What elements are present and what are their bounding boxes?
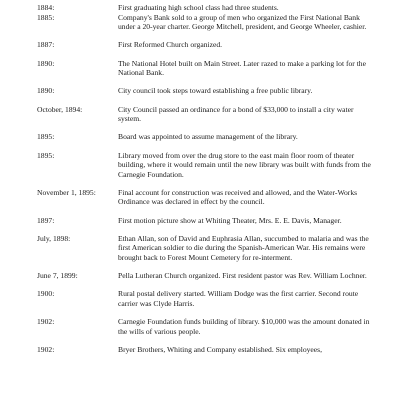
timeline-entry [0,234,400,263]
entry-date: November 1, 1895: [37,187,96,197]
timeline-entry [0,216,400,226]
timeline-entry [0,132,400,142]
timeline-entry [0,271,400,281]
entry-date: October, 1894: [37,104,83,114]
entry-text: City council took steps toward establishing a free public library. [118,86,313,96]
entry-date: 1900: [37,289,55,299]
timeline-entry [0,151,400,180]
entry-text: City Council passed an ordinance for a bond of $33,000 to install a city water system. [118,104,354,124]
timeline-entry [0,86,400,96]
entry-text: First Reformed Church organized. [118,40,223,50]
entry-text: Board was appointed to assume management of the library. [118,132,298,142]
entry-text: The National Hotel built on Main Street. Later razed to make a parking lot for the National Bank. [118,58,366,78]
entry-text: First graduating high school class had three students. [118,3,279,12]
entry-text: Company's Bank sold to a group of men who organized the First National Bank under a 20-year charter. George Mitchell, president, and George Wheeler, cashier. [118,12,367,32]
entry-text: Rural postal delivery started. William Dodge was the first carrier. Second route carrier was Clyde Harris. [118,289,359,308]
entry-date: 1897: [37,215,55,225]
entry-date: 1890: [37,86,55,96]
timeline-entry [0,40,400,50]
entry-date: June 7, 1899: [37,271,78,281]
entry-date: 1895: [37,132,55,142]
entry-text: Bryer Brothers, Whiting and Company established. Six employees, [118,344,323,354]
timeline-entry [0,105,400,124]
timeline-entry [0,13,400,32]
entry-text: Ethan Allan, son of David and Euphrasia Allan, succumbed to malaria and was the first American soldier to die during the Spanish-American War. His remains were brought back to Forest Mount Cemetery for re-interment. [118,233,369,263]
entry-date: 1884: [37,3,55,12]
entry-date: July, 1898: [37,233,71,243]
entry-date: 1902: [37,344,55,354]
entry-text: Final account for construction was received and allowed, and the Water-Works Ordinance was declared in effect by the council. [118,187,358,207]
entry-date: 1887: [37,40,55,50]
entry-date: 1895: [37,150,55,160]
entry-text: First motion picture show at Whiting Theater, Mrs. E. E. Davis, Manager. [118,215,342,225]
timeline-entry [0,317,400,336]
entry-date: 1890: [37,58,55,68]
timeline-entry [0,59,400,78]
entry-text: Library moved from over the drug store to the east main floor room of theater building, where it would remain until the new library was built with funds from the Carnegie Foundation. [118,150,371,179]
entry-text: Pella Lutheran Church organized. First resident pastor was Rev. William Lochner. [118,271,367,281]
timeline-entry [0,289,400,308]
entry-text: Carnegie Foundation funds building of library. $10,000 was the amount donated in the wills of various people. [118,317,370,336]
entry-date: 1902: [37,317,55,327]
entry-date: 1885: [37,12,55,22]
timeline-entry [0,345,400,355]
timeline-entry [0,3,400,13]
timeline-entry [0,188,400,207]
